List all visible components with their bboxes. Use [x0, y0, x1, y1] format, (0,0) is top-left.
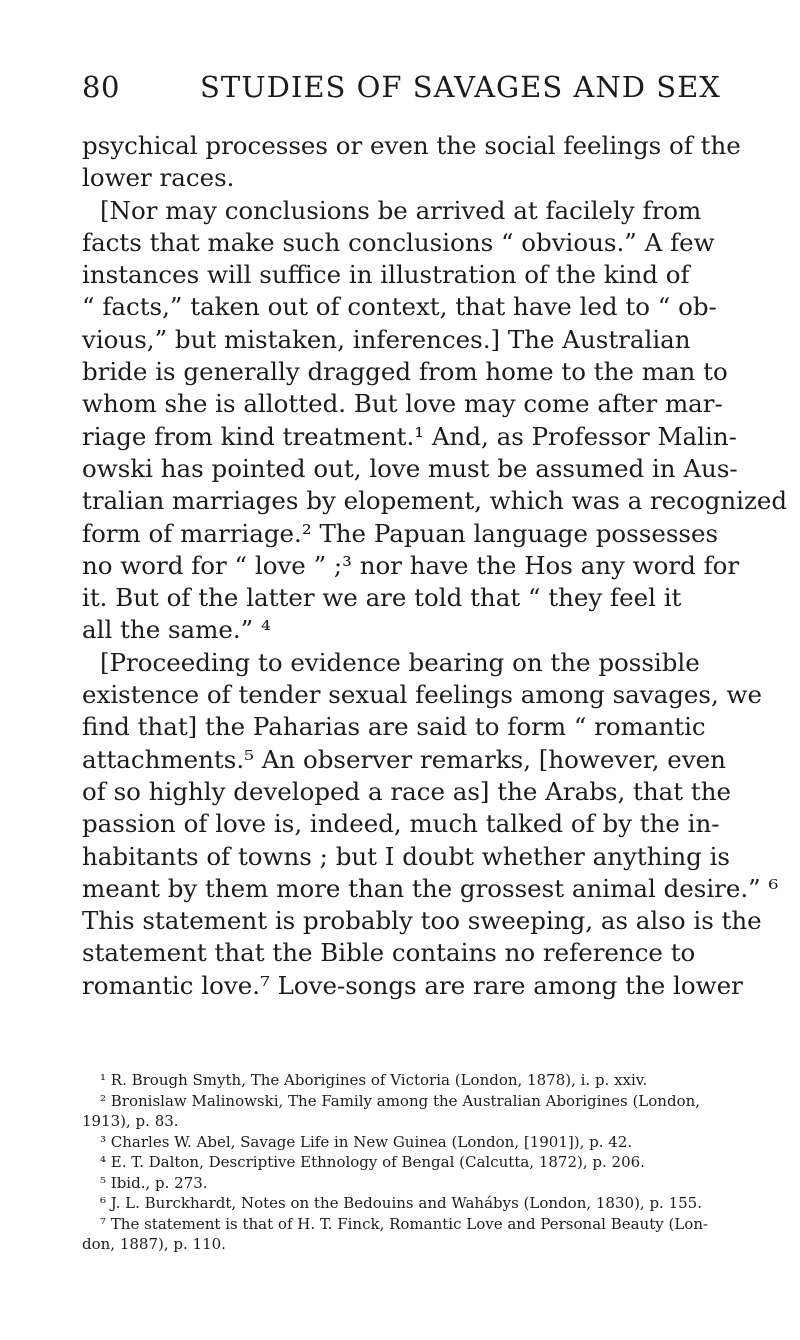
body-line: statement that the Bible contains no reference to — [82, 938, 696, 968]
footnotes — [82, 1070, 732, 1255]
body-line: habitants of towns ; but I doubt whether anything is — [82, 841, 731, 871]
body-line: bride is generally dragged from home to the man to — [82, 357, 728, 387]
body-line: whom she is allotted. But love may come after mar- — [82, 389, 723, 419]
body-line: owski has pointed out, love must be assumed in Aus- — [82, 453, 738, 483]
body-line: find that] the Paharias are said to form “ romantic — [82, 712, 706, 742]
body-line: [Proceeding to evidence bearing on the possible — [100, 647, 700, 677]
footnote-line: ³ Charles W. Abel, Savage Life in New Guinea (London, [1901]), p. 42. — [100, 1132, 633, 1151]
footnote-line: ² Bronislaw Malinowski, The Family among the Australian Aborigines (London, — [100, 1091, 701, 1110]
body-line: romantic love.⁷ Love-songs are rare among the lower — [82, 970, 743, 1000]
footnote-line: ¹ R. Brough Smyth, The Aborigines of Victoria (London, 1878), i. p. xxiv. — [100, 1071, 648, 1089]
running-title: STUDIES OF SAVAGES AND SEX — [200, 70, 721, 104]
body-line: meant by them more than the grossest animal desire.” ⁶ — [82, 873, 779, 903]
body-line: existence of tender sexual feelings among savages, we — [82, 680, 762, 710]
page-header — [0, 70, 800, 110]
body-line: tralian marriages by elopement, which was a recognized — [82, 486, 788, 516]
body-line: [Nor may conclusions be arrived at facilely from — [100, 195, 702, 225]
body-line: vious,” but mistaken, inferences.] The Australian — [82, 324, 691, 354]
body-line: riage from kind treatment.¹ And, as Professor Malin- — [82, 421, 737, 451]
footnote-line: 1913), p. 83. — [82, 1112, 179, 1130]
body-line: of so highly developed a race as] the Arabs, that the — [82, 776, 732, 806]
body-line: “ facts,” taken out of context, that have led to “ ob- — [82, 292, 717, 322]
body-line: passion of love is, indeed, much talked of by the in- — [82, 809, 720, 839]
body-line: This statement is probably too sweeping, as also is the — [82, 906, 762, 936]
footnote-line: ⁷ The statement is that of H. T. Finck, Romantic Love and Personal Beauty (Lon- — [100, 1214, 709, 1233]
body-line: attachments.⁵ An observer remarks, [however, even — [82, 744, 726, 774]
body-line: form of marriage.² The Papuan language possesses — [82, 518, 719, 548]
body-line: lower races. — [82, 163, 235, 193]
footnote-line: ⁵ Ibid., p. 273. — [100, 1173, 208, 1192]
footnote-line: don, 1887), p. 110. — [82, 1235, 226, 1253]
body-text — [82, 130, 788, 1002]
body-line: no word for “ love ” ;³ nor have the Hos any word for — [82, 550, 740, 580]
body-line: facts that make such conclusions “ obvious.” A few — [82, 227, 715, 257]
body-line: instances will suffice in illustration of the kind of — [82, 260, 690, 290]
footnote-line: ⁴ E. T. Dalton, Descriptive Ethnology of Bengal (Calcutta, 1872), p. 206. — [100, 1153, 645, 1171]
footnote-line: ⁶ J. L. Burckhardt, Notes on the Bedouins and Wahábys (London, 1830), p. 155. — [100, 1194, 702, 1212]
body-line: all the same.” ⁴ — [82, 615, 271, 645]
body-line: psychical processes or even the social feelings of the — [82, 131, 741, 160]
page-number: 80 — [82, 70, 120, 104]
body-line: it. But of the latter we are told that “ they feel it — [82, 583, 682, 613]
